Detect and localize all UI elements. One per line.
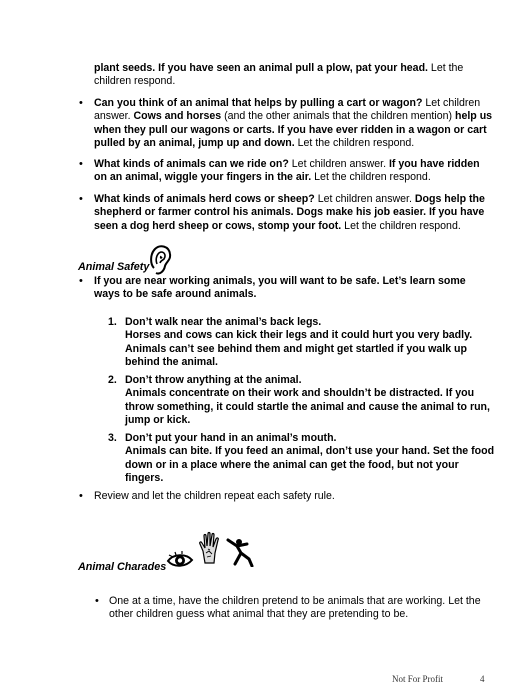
intro-bold-text: plant seeds. If you have seen an animal pull a plow, pat your head. bbox=[94, 62, 428, 74]
bullet-marker: • bbox=[79, 97, 83, 109]
rule-body: Horses and cows can kick their legs and it could hurt you very badly. Animals can’t see behind them and might get startled if you walk up behind the animal. bbox=[125, 329, 473, 369]
safety-rule-1 bbox=[125, 316, 495, 370]
safety-rule-2 bbox=[125, 374, 495, 428]
rule-body: Animals concentrate on their work and shouldn’t be distracted. If you throw something, it could startle the animal and cause the animal to run, jump or kick. bbox=[125, 387, 490, 427]
bullet-marker: • bbox=[95, 595, 99, 607]
intro-tail-text: Let the children respond. bbox=[94, 62, 464, 88]
rule-heading: Don’t throw anything at the animal. bbox=[125, 374, 302, 386]
bullet-marker: • bbox=[79, 490, 83, 502]
footer-label: Not For Profit bbox=[392, 674, 444, 684]
section-title-animal-charades: Animal Charades bbox=[78, 561, 167, 573]
rule-heading: Don’t walk near the animal’s back legs. bbox=[125, 316, 322, 328]
rule-heading: Don’t put your hand in an animal’s mouth. bbox=[125, 432, 337, 444]
rule-body: Animals can bite. If you feed an animal, don’t use your hand. Set the food down or in a place where the animal can get the food, but not your fingers. bbox=[125, 445, 495, 485]
stretching-figure-icon bbox=[225, 537, 255, 567]
rule-number: 2. bbox=[108, 374, 117, 386]
section-title-animal-safety: Animal Safety bbox=[78, 261, 150, 273]
charades-instruction: One at a time, have the children pretend to be animals that are working. Let the other children guess what animal that they are pretending to be. bbox=[109, 595, 481, 621]
bullet-marker: • bbox=[79, 275, 83, 287]
page-number: 4 bbox=[480, 674, 485, 684]
eye-icon bbox=[166, 550, 194, 570]
bullet-ride-question: What kinds of animals can we ride on? Let children answer. If you have ridden on an animal, wiggle your fingers in the air. Let the children respond. bbox=[94, 158, 480, 184]
ear-icon bbox=[148, 244, 172, 276]
bullet-marker: • bbox=[79, 193, 83, 205]
bullet-cart-question: Can you think of an animal that helps by pulling a cart or wagon? Let children answer. Cows and horses (and the other animals that the children mention) help us when they pull our wagons or carts. If you have ever ridden in a wagon or cart pulled by an animal, jump up and down. Let the children respond. bbox=[94, 97, 493, 150]
safety-intro: If you are near working animals, you will want to be safe. Let’s learn some ways to be safe around animals. bbox=[94, 275, 466, 301]
intro-paragraph bbox=[94, 62, 494, 89]
review-instruction: Review and let the children repeat each safety rule. bbox=[94, 490, 335, 502]
rule-number: 1. bbox=[108, 316, 117, 328]
safety-rule-3 bbox=[125, 432, 495, 486]
rule-number: 3. bbox=[108, 432, 117, 444]
bullet-marker: • bbox=[79, 158, 83, 170]
hand-icon bbox=[198, 531, 222, 565]
bullet-herd-question: What kinds of animals herd cows or sheep? Let children answer. Dogs help the shepherd or farmer control his animals. Dogs make his job easier. If you have seen a dog herd sheep or cows, stomp your foot. Let the children respond. bbox=[94, 193, 485, 232]
